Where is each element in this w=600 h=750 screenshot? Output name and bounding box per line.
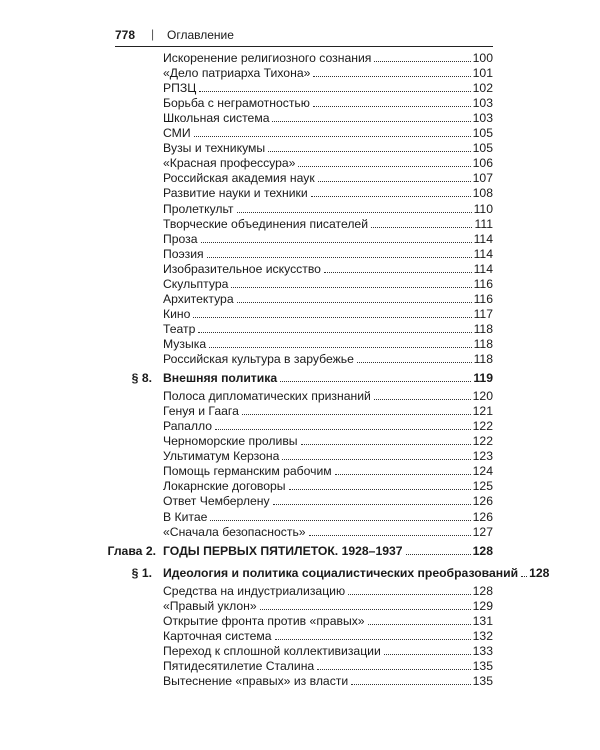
toc-title: Пятидесятилетие Сталина <box>163 658 315 673</box>
toc-page-number: 132 <box>472 628 493 643</box>
dot-leader <box>298 157 470 167</box>
dot-leader <box>324 263 472 273</box>
dot-leader <box>215 420 471 430</box>
toc-chapter <box>0 544 600 559</box>
toc-page-number: 114 <box>473 231 493 246</box>
toc-entry <box>0 126 600 141</box>
toc-entry <box>0 629 600 644</box>
dot-leader <box>374 52 470 62</box>
toc-entry <box>0 141 600 156</box>
toc-entry <box>0 81 600 96</box>
toc-page-number: 102 <box>472 81 493 96</box>
dot-leader <box>273 495 471 505</box>
toc-title: ГОДЫ ПЕРВЫХ ПЯТИЛЕТОК. 1928–1937 <box>163 543 403 558</box>
toc-entry <box>0 307 600 322</box>
toc-title: Ультиматум Керзона <box>163 449 280 464</box>
toc-page-number: 118 <box>473 352 493 366</box>
toc-entry <box>0 419 600 434</box>
dot-leader <box>368 615 471 625</box>
toc-entry <box>0 202 600 217</box>
toc-page-number: 124 <box>472 464 493 479</box>
toc-page-number: 116 <box>473 291 493 306</box>
toc-title: Борьба с неграмотностью <box>163 96 310 111</box>
toc-title: Российская культура в зарубежье <box>163 352 354 366</box>
toc-entry <box>0 51 600 66</box>
toc-page-number: 111 <box>474 216 493 231</box>
toc-page-number: 105 <box>472 126 493 141</box>
dot-leader <box>348 585 471 595</box>
dot-leader <box>272 112 470 122</box>
toc-title: Генуя и Гаага <box>163 404 239 419</box>
toc-title: Искоренение религиозного сознания <box>163 51 372 65</box>
toc-number: § 8. <box>131 371 152 386</box>
toc-page-number: 116 <box>473 276 493 291</box>
toc-section <box>0 371 600 386</box>
toc-page-number: 119 <box>473 371 493 386</box>
dot-leader <box>237 293 472 303</box>
toc-page-number: 121 <box>472 404 493 419</box>
toc-title: Театр <box>163 321 196 336</box>
toc-page-number: 127 <box>472 524 493 539</box>
dot-leader <box>371 218 472 228</box>
toc-entry <box>0 584 600 599</box>
toc-page-number: 110 <box>473 201 493 216</box>
toc-title: Идеология и политика социалистических преобразований <box>163 565 519 580</box>
toc-entry <box>0 449 600 464</box>
toc-entry <box>0 217 600 232</box>
toc-title: «Сначала безопасность» <box>163 524 306 539</box>
toc-title: Проза <box>163 231 198 246</box>
toc-page-number: 133 <box>472 643 493 658</box>
toc-title: Переход к сплошной коллективизации <box>163 643 381 658</box>
toc-title: Вытеснение «правых» из власти <box>163 674 349 688</box>
toc-page-number: 120 <box>472 389 493 404</box>
toc-page-number: 118 <box>473 336 493 351</box>
toc-title: СМИ <box>163 126 191 141</box>
toc-entry <box>0 277 600 292</box>
toc-page-number: 128 <box>472 583 493 598</box>
toc-entry <box>0 659 600 674</box>
dot-leader <box>289 480 471 490</box>
toc-entry <box>0 389 600 404</box>
dot-leader <box>313 97 471 107</box>
toc-entry <box>0 337 600 352</box>
toc-title: Средства на индустриализацию <box>163 583 346 598</box>
toc-page-number: 129 <box>472 598 493 613</box>
toc-entry <box>0 525 600 540</box>
toc-title: Развитие науки и техники <box>163 186 308 201</box>
toc-title: Вузы и техникумы <box>163 141 266 156</box>
toc-title: Российская академия наук <box>163 171 315 186</box>
dot-leader <box>311 187 471 197</box>
toc-number: Глава 2. <box>107 543 156 558</box>
toc-page-number: 107 <box>472 171 493 186</box>
toc-number: § 1. <box>131 565 152 580</box>
toc-title: Творческие объединения писателей <box>163 216 369 231</box>
dot-leader <box>207 248 472 258</box>
toc-page-number: 135 <box>472 674 493 688</box>
toc-page-number: 100 <box>472 51 493 65</box>
dot-leader <box>313 67 470 77</box>
dot-leader <box>194 127 471 137</box>
toc-title: Помощь германским рабочим <box>163 464 332 479</box>
dot-leader <box>351 675 470 685</box>
dot-leader <box>280 372 471 382</box>
toc-title: Карточная система <box>163 628 272 643</box>
dot-leader <box>335 465 471 475</box>
toc-entry <box>0 674 600 689</box>
toc-entry <box>0 171 600 186</box>
toc-page-number: 108 <box>472 186 493 201</box>
toc-entry <box>0 644 600 659</box>
toc-entry <box>0 96 600 111</box>
dot-leader <box>317 660 470 670</box>
toc-page-number: 126 <box>472 494 493 509</box>
dot-leader <box>268 142 470 152</box>
toc-page-number: 135 <box>472 658 493 673</box>
toc-title: Пролеткульт <box>163 201 234 216</box>
toc-page-number: 114 <box>473 246 493 261</box>
toc-entry <box>0 232 600 247</box>
toc-entry <box>0 614 600 629</box>
header-title: Оглавление <box>167 28 234 42</box>
toc-title: Кино <box>163 306 191 321</box>
toc-title: «Дело патриарха Тихона» <box>163 66 311 81</box>
toc-title: Рапалло <box>163 419 213 434</box>
toc-title: РПЗЦ <box>163 81 197 96</box>
toc-title: Школьная система <box>163 111 270 126</box>
dot-leader <box>318 172 471 182</box>
header-separator: | <box>151 27 155 41</box>
toc-entry <box>0 247 600 262</box>
toc-entry <box>0 494 600 509</box>
toc-entry <box>0 599 600 614</box>
toc-entry <box>0 66 600 81</box>
toc-entry <box>0 292 600 307</box>
toc-page-number: 122 <box>472 434 493 449</box>
toc-entry <box>0 479 600 494</box>
toc-page-number: 122 <box>472 419 493 434</box>
dot-leader <box>210 511 470 521</box>
toc-entry <box>0 510 600 525</box>
toc-entry <box>0 156 600 171</box>
toc-entry <box>0 186 600 201</box>
dot-leader <box>374 390 471 400</box>
toc-page-number: 128 <box>472 543 493 558</box>
toc-title: Изобразительное искусство <box>163 261 321 276</box>
toc-page-number: 103 <box>472 111 493 126</box>
toc-page-number: 128 <box>529 565 550 580</box>
toc-entry <box>0 111 600 126</box>
toc-page-number: 117 <box>473 306 493 321</box>
toc-page-number: 123 <box>472 449 493 464</box>
toc-title: Музыка <box>163 336 207 351</box>
dot-leader <box>260 600 471 610</box>
toc-entry <box>0 352 600 367</box>
dot-leader <box>357 353 472 363</box>
toc-title: Локарнские договоры <box>163 479 286 494</box>
toc-page-number: 114 <box>473 261 493 276</box>
toc-title: Черноморские проливы <box>163 434 298 449</box>
toc-page-number: 125 <box>472 479 493 494</box>
toc-title: Поэзия <box>163 246 204 261</box>
toc-page-number: 126 <box>472 509 493 524</box>
dot-leader <box>193 308 471 318</box>
dot-leader <box>521 567 527 577</box>
toc-title: Открытие фронта против «правых» <box>163 613 365 628</box>
toc-title: «Правый уклон» <box>163 598 257 613</box>
dot-leader <box>201 233 472 243</box>
toc-title: Ответ Чемберлену <box>163 494 270 509</box>
dot-leader <box>198 323 471 333</box>
header-page-number: 778 <box>115 28 136 42</box>
toc-entry <box>0 434 600 449</box>
dot-leader <box>406 545 471 555</box>
dot-leader <box>275 630 471 640</box>
toc-title: Архитектура <box>163 291 234 306</box>
toc-section <box>0 566 600 581</box>
toc-page-number: 106 <box>472 156 493 171</box>
toc-entry <box>0 322 600 337</box>
toc-title: В Китае <box>163 509 208 524</box>
dot-leader <box>384 645 471 655</box>
dot-leader <box>199 82 470 92</box>
toc-entry <box>0 262 600 277</box>
toc-entry <box>0 464 600 479</box>
dot-leader <box>301 435 471 445</box>
dot-leader <box>231 278 471 288</box>
toc-title: Полоса дипломатических признаний <box>163 389 371 404</box>
dot-leader <box>242 405 471 415</box>
toc-page-number: 101 <box>472 66 493 81</box>
dot-leader <box>309 526 471 536</box>
dot-leader <box>209 338 471 348</box>
dot-leader <box>237 203 472 213</box>
toc-title: Скульптура <box>163 276 229 291</box>
dot-leader <box>282 450 470 460</box>
toc-page-number: 103 <box>472 96 493 111</box>
toc-page-number: 131 <box>472 613 493 628</box>
toc-title: «Красная профессура» <box>163 156 296 171</box>
toc-entry <box>0 404 600 419</box>
toc-page-number: 118 <box>473 321 493 336</box>
toc-page-number: 105 <box>472 141 493 156</box>
toc-title: Внешняя политика <box>163 371 278 386</box>
